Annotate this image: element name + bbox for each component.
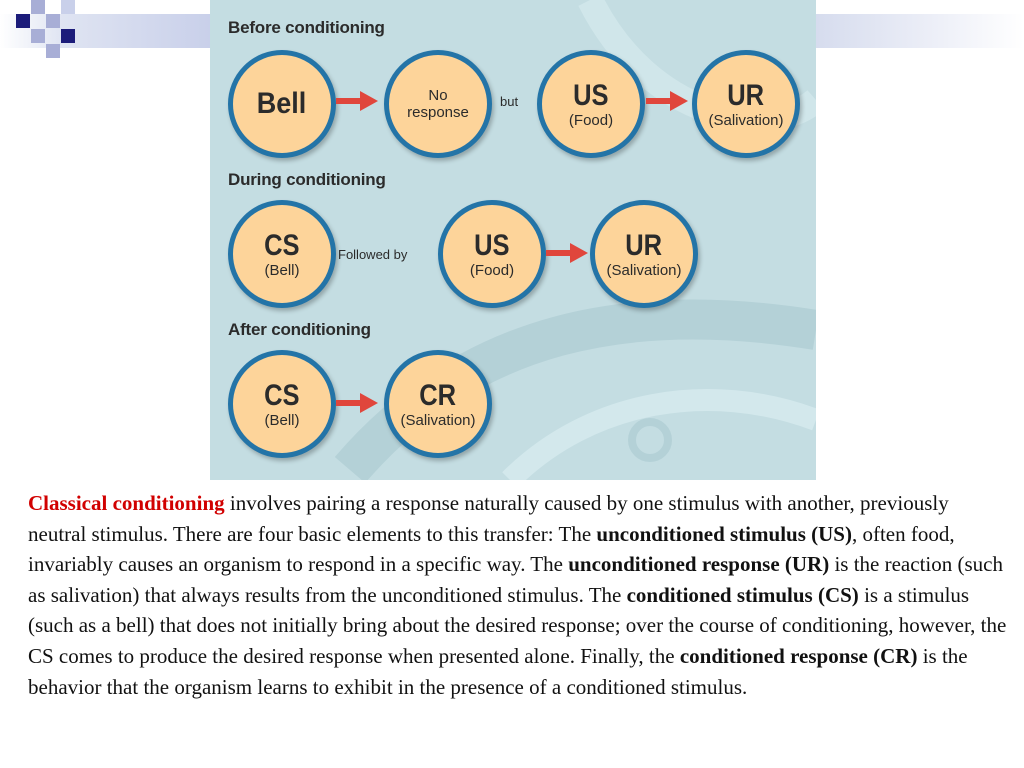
circle-sublabel: (Salivation): [606, 261, 682, 279]
circle-sublabel: (Salivation): [400, 411, 476, 429]
circle-sublabel: (Bell): [264, 411, 300, 429]
circle-cr-salivation: [384, 350, 492, 458]
deco-square-light: [61, 0, 75, 14]
circle-label: US: [573, 78, 609, 112]
deco-square-light: [31, 29, 45, 43]
caption-text: is the behavior that the organism learns to exhibit in the presence of a conditioned stimulus.: [28, 643, 968, 699]
circle-us-food: [537, 50, 645, 158]
circle-sublabel: (Food): [568, 111, 614, 129]
circle-bell: [228, 50, 336, 158]
circle-label: US: [474, 228, 510, 262]
arrow-right-icon: [646, 91, 688, 111]
circle-label: Bell: [257, 87, 307, 120]
deco-square-dark: [61, 29, 75, 43]
circle-label: UR: [625, 228, 663, 262]
deco-square-light: [46, 44, 60, 58]
section-title-during: During conditioning: [228, 170, 386, 189]
caption-text: , often food, invariably causes an organism to respond in a specific way. The: [28, 521, 955, 577]
arrow-right-icon: [546, 243, 588, 263]
circle-label: CR: [419, 378, 457, 412]
circle-label: CS: [264, 378, 300, 412]
deco-square-light: [31, 0, 45, 14]
term-unconditioned-response: unconditioned response (UR): [568, 552, 830, 577]
term-unconditioned-stimulus: unconditioned stimulus (US): [596, 521, 852, 546]
caption-paragraph: [28, 488, 1012, 702]
caption-text: involves pairing a response naturally caused by one stimulus with another, previously neutral stimulus. There are four basic elements to this transfer: The: [28, 491, 949, 546]
caption-text: is a stimulus (such as a bell) that does not initially bring about the desired response; over the course of conditioning, however, the CS comes to produce the desired response when presented alone. Finally, the: [28, 582, 1007, 668]
arrow-right-icon: [336, 393, 378, 413]
deco-square-dark: [16, 14, 30, 28]
section-title-after: After conditioning: [228, 320, 371, 339]
arrow-right-icon: [336, 91, 378, 111]
circle-no-response: [384, 50, 492, 158]
caption-text: is the reaction (such as salivation) that always results from the unconditioned stimulus. The: [28, 552, 1003, 607]
classical-conditioning-diagram: [210, 0, 816, 480]
circle-sublabel: (Food): [469, 261, 515, 279]
circle-us-food: [438, 200, 546, 308]
term-classical-conditioning: Classical conditioning: [28, 491, 225, 515]
circle-cs-bell: [228, 350, 336, 458]
circle-cs-bell: [228, 200, 336, 308]
circle-label: UR: [727, 78, 765, 112]
connector-but: but: [500, 94, 519, 109]
circle-sublabel: (Salivation): [708, 111, 784, 129]
deco-square-dark: [46, 0, 60, 14]
circle-label-line1: No: [428, 87, 448, 104]
section-title-before: Before conditioning: [228, 18, 385, 37]
header-gradient-band-right: [816, 14, 1024, 48]
term-conditioned-stimulus: conditioned stimulus (CS): [626, 582, 859, 607]
circle-ur-salivation: [692, 50, 800, 158]
deco-square-light: [46, 14, 60, 28]
circle-sublabel: (Bell): [264, 261, 300, 279]
circle-label-line2: response: [407, 104, 469, 121]
circle-ur-salivation: [590, 200, 698, 308]
connector-followed-by: Followed by: [338, 247, 408, 262]
circle-label: CS: [264, 228, 300, 262]
term-conditioned-response: conditioned response (CR): [679, 643, 918, 668]
